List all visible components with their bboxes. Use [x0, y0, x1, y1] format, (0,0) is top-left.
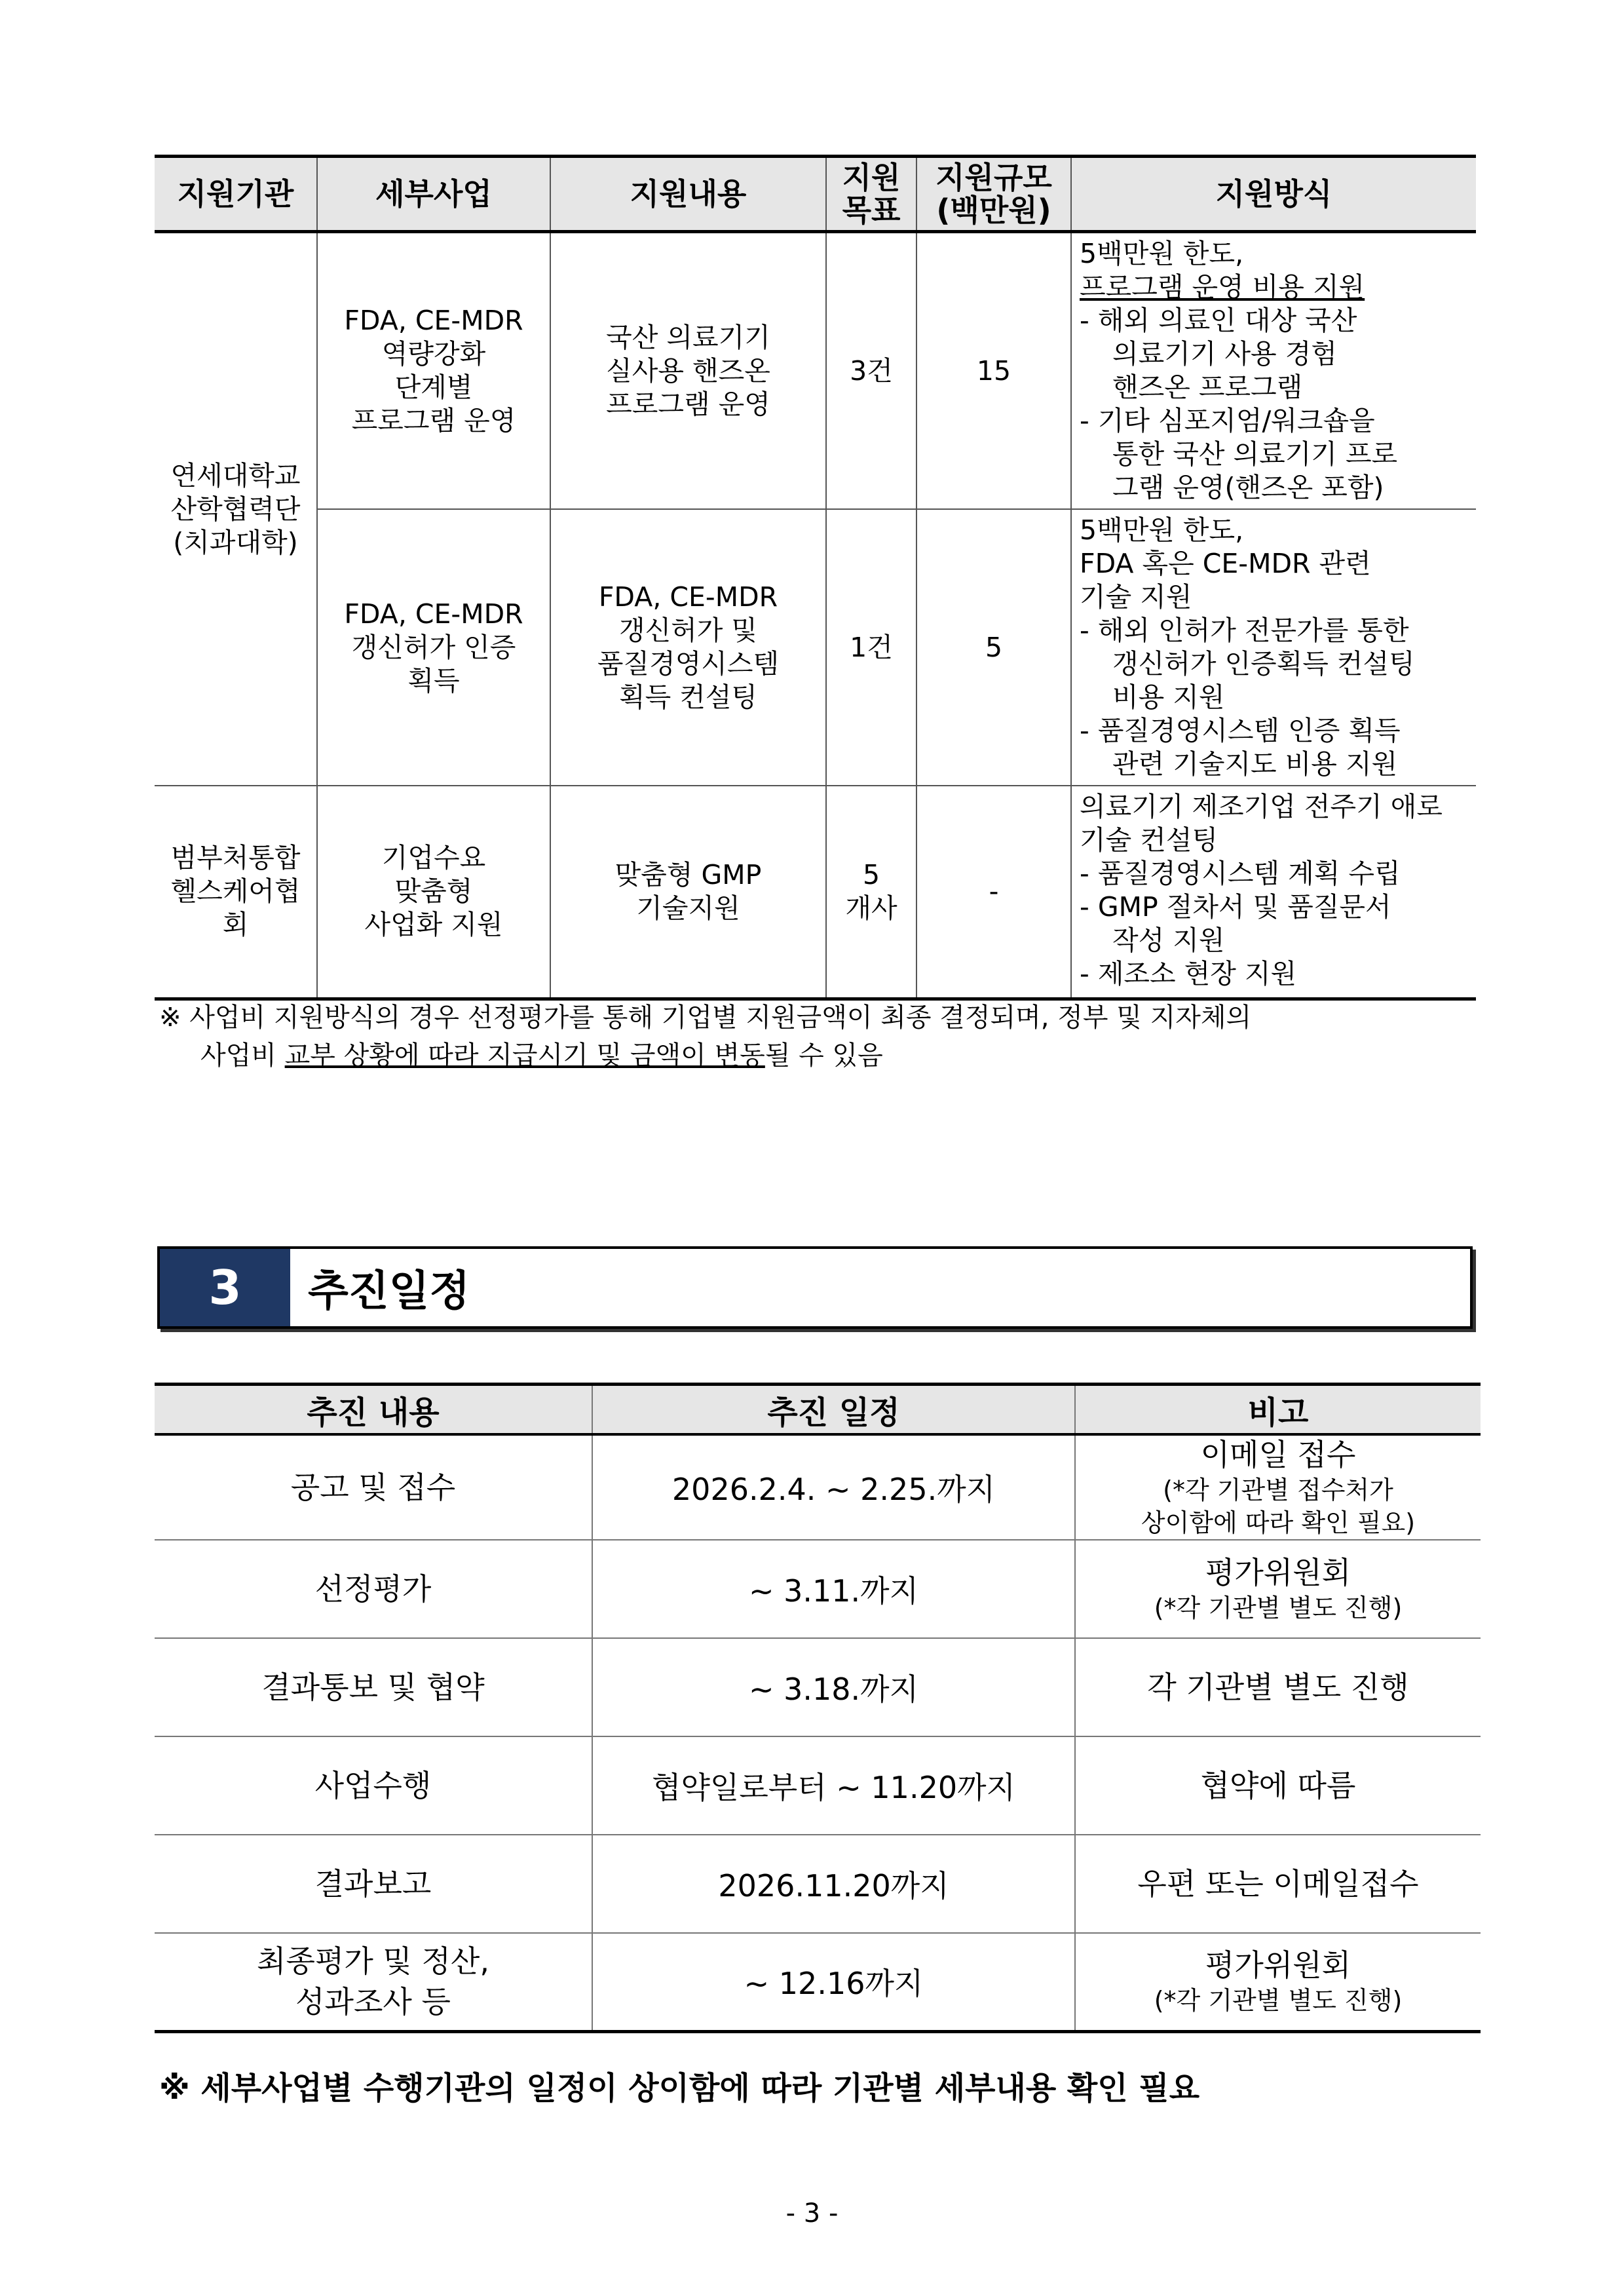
schedule-content-cell — [155, 1540, 592, 1638]
schedule-note-cell — [1075, 1736, 1481, 1835]
cell-line: 공고 및 접수 — [290, 1470, 456, 1505]
schedule-date-cell: ~ 12.16까지 — [592, 1933, 1075, 2031]
method-line: - 제조소 현장 지원 — [1080, 958, 1297, 989]
method-line: 5백만원 한도, — [1080, 514, 1244, 546]
header-sub-project: 세부사업 — [317, 157, 550, 232]
target-cell — [826, 786, 916, 999]
method-line: - 품질경영시스템 인증 획득 — [1080, 715, 1401, 746]
agency-cell — [155, 786, 317, 999]
note-main: 우편 또는 이메일접수 — [1137, 1866, 1419, 1902]
note-main: 평가위원회 — [1205, 1947, 1351, 1983]
schedule-table — [155, 1383, 1481, 2033]
cell-line: 프로그램 운영 — [351, 405, 516, 436]
cell-line: 선정평가 — [314, 1571, 432, 1607]
cell-line: 갱신허가 인증 — [351, 631, 516, 663]
sub-project-cell — [317, 786, 550, 999]
cell-line: 산학협력단 — [170, 493, 301, 525]
cell-line: 프로그램 운영 — [606, 388, 770, 420]
cell-line: 기술지원 — [636, 892, 740, 924]
note-sub: 상이함에 따라 확인 필요) — [1141, 1508, 1416, 1537]
sub-project-cell — [317, 232, 550, 510]
cell-line: 지원규모 — [935, 160, 1052, 195]
note-text: 될 수 있음 — [765, 1041, 883, 1071]
section-number: 3 — [160, 1249, 290, 1326]
cell-line: 사업수행 — [314, 1768, 432, 1803]
note-main: 이메일 접수 — [1200, 1437, 1356, 1472]
schedule-note-cell — [1075, 1638, 1481, 1736]
cell-line: 목표 — [842, 193, 901, 228]
support-table — [155, 155, 1476, 1001]
section-title: 추진일정 — [308, 1267, 470, 1316]
method-cell — [1071, 786, 1476, 999]
scale-cell: 5 — [916, 509, 1071, 786]
cell-line: 성과조사 등 — [295, 1984, 451, 2020]
method-line: 갱신허가 인증획득 컨설팅 — [1112, 648, 1415, 679]
cell-line: 최종평가 및 정산, — [257, 1943, 489, 1980]
method-line: 관련 기술지도 비용 지원 — [1112, 748, 1398, 780]
cell-line: 범부처통합 — [170, 842, 301, 874]
schedule-content-cell — [155, 1434, 592, 1540]
method-line: - 품질경영시스템 계획 수립 — [1080, 858, 1401, 889]
method-line: 그램 운영(핸즈온 포함) — [1112, 472, 1384, 503]
note-sub: (*각 기관별 별도 진행) — [1154, 1986, 1403, 2016]
table-row — [155, 509, 1476, 786]
method-cell — [1071, 509, 1476, 786]
cell-line: FDA, CE-MDR — [598, 581, 778, 613]
method-cell — [1071, 232, 1476, 510]
cell-line: 품질경영시스템 — [597, 648, 780, 679]
cell-line: (치과대학) — [173, 526, 298, 558]
cell-line: 맞춤형 — [394, 875, 473, 908]
target-cell: 1건 — [826, 509, 916, 786]
note-sub: (*각 기관별 별도 진행) — [1154, 1594, 1403, 1622]
cell-line: 연세대학교 — [170, 459, 301, 491]
header-target — [826, 157, 916, 232]
cell-line: 개사 — [845, 892, 897, 924]
cell-line: 단계별 — [394, 372, 473, 403]
cell-line: 실사용 핸즈온 — [606, 354, 770, 387]
page-number: - 3 - — [785, 2198, 839, 2229]
schedule-date-cell: 2026.2.4. ~ 2.25.까지 — [592, 1434, 1075, 1540]
target-cell: 3건 — [826, 232, 916, 510]
method-line: 5백만원 한도, — [1080, 238, 1244, 269]
header-note: 비고 — [1075, 1385, 1481, 1435]
table-row — [155, 232, 1476, 510]
schedule-date-cell: 2026.11.20까지 — [592, 1835, 1075, 1933]
header-method: 지원방식 — [1071, 157, 1476, 232]
method-line: - 해외 의료인 대상 국산 — [1080, 305, 1357, 336]
budget-note — [159, 999, 1476, 1075]
schedule-table-header — [155, 1385, 1481, 1435]
table-row — [155, 1638, 1481, 1736]
cell-line: 국산 의료기기 — [606, 321, 770, 353]
content-cell — [550, 509, 826, 786]
header-schedule: 추진 일정 — [592, 1385, 1075, 1435]
sub-project-cell — [317, 509, 550, 786]
table-row — [155, 1835, 1481, 1933]
cell-line: 결과통보 및 협약 — [261, 1670, 485, 1705]
method-line: 통한 국산 의료기기 프로 — [1112, 438, 1398, 470]
cell-line: 갱신허가 및 — [618, 615, 758, 646]
method-line: - 해외 인허가 전문가를 통한 — [1080, 615, 1409, 646]
schedule-content-cell — [155, 1638, 592, 1736]
content-cell — [550, 232, 826, 510]
cell-line: 헬스케어협회 — [170, 875, 301, 941]
header-scale — [916, 157, 1071, 232]
schedule-date-cell: 협약일로부터 ~ 11.20까지 — [592, 1736, 1075, 1835]
schedule-content-cell — [155, 1933, 592, 2031]
schedule-note-cell — [1075, 1540, 1481, 1638]
table-row — [155, 1736, 1481, 1835]
method-line: 의료기기 제조기업 전주기 애로 — [1080, 791, 1443, 822]
note-main: 평가위원회 — [1205, 1555, 1351, 1590]
cell-line: FDA, CE-MDR — [344, 598, 523, 630]
section-heading — [157, 1246, 1473, 1329]
cell-line: 기업수요 — [381, 842, 486, 874]
method-line: 프로그램 운영 비용 지원 — [1080, 271, 1365, 303]
note-underlined-text: 교부 상황에 따라 지급시기 및 금액이 변동 — [284, 1041, 765, 1071]
method-line: 기술 지원 — [1080, 581, 1192, 613]
table-row — [155, 1434, 1481, 1540]
table-row — [155, 1933, 1481, 2031]
schedule-note-cell — [1075, 1835, 1481, 1933]
cell-line: 지원 — [842, 160, 901, 195]
method-line: 비용 지원 — [1112, 681, 1225, 713]
schedule-date-cell: ~ 3.18.까지 — [592, 1638, 1075, 1736]
agency-cell — [155, 232, 317, 786]
scale-cell: 15 — [916, 232, 1071, 510]
cell-line: (백만원) — [936, 193, 1051, 228]
schedule-note-cell — [1075, 1933, 1481, 2031]
schedule-content-cell — [155, 1835, 592, 1933]
schedule-content-cell — [155, 1736, 592, 1835]
cell-line: 5 — [862, 858, 880, 890]
cell-line: 결과보고 — [314, 1866, 432, 1902]
cell-line: FDA, CE-MDR — [344, 305, 523, 336]
header-content: 추진 내용 — [155, 1385, 592, 1435]
note-main: 협약에 따름 — [1200, 1768, 1356, 1803]
method-line: - 기타 심포지엄/워크숍을 — [1080, 405, 1375, 436]
method-line: 핸즈온 프로그램 — [1112, 372, 1303, 403]
note-text: 사업비 — [200, 1041, 285, 1071]
budget-note-line2 — [159, 1037, 1476, 1075]
cell-line: 획득 — [407, 664, 460, 697]
cell-line: 역량강화 — [381, 338, 486, 370]
header-content: 지원내용 — [550, 157, 826, 232]
budget-note-line1: ※ 사업비 지원방식의 경우 선정평가를 통해 기업별 지원금액이 최종 결정되며, 정부 및 지자체의 — [159, 1003, 1252, 1033]
schedule-date-cell: ~ 3.11.까지 — [592, 1540, 1075, 1638]
table-row — [155, 786, 1476, 999]
method-line: 의료기기 사용 경험 — [1112, 338, 1337, 370]
header-agency: 지원기관 — [155, 157, 317, 232]
content-cell — [550, 786, 826, 999]
support-table-header — [155, 157, 1476, 232]
cell-line: 맞춤형 GMP — [614, 858, 762, 890]
note-main: 각 기관별 별도 진행 — [1147, 1670, 1409, 1705]
method-line: - GMP 절차서 및 품질문서 — [1080, 891, 1391, 923]
schedule-note: ※ 세부사업별 수행기관의 일정이 상이함에 따라 기관별 세부내용 확인 필요 — [159, 2070, 1200, 2107]
note-sub: (*각 기관별 접수처가 — [1163, 1476, 1393, 1504]
method-line: 기술 컨설팅 — [1080, 824, 1218, 856]
method-line: FDA 혹은 CE-MDR 관련 — [1080, 548, 1371, 579]
cell-line: 사업화 지원 — [364, 909, 503, 941]
cell-line: 획득 컨설팅 — [618, 681, 758, 713]
table-row — [155, 1540, 1481, 1638]
scale-cell: - — [916, 786, 1071, 999]
method-line: 작성 지원 — [1112, 925, 1225, 956]
schedule-note-cell — [1075, 1434, 1481, 1540]
